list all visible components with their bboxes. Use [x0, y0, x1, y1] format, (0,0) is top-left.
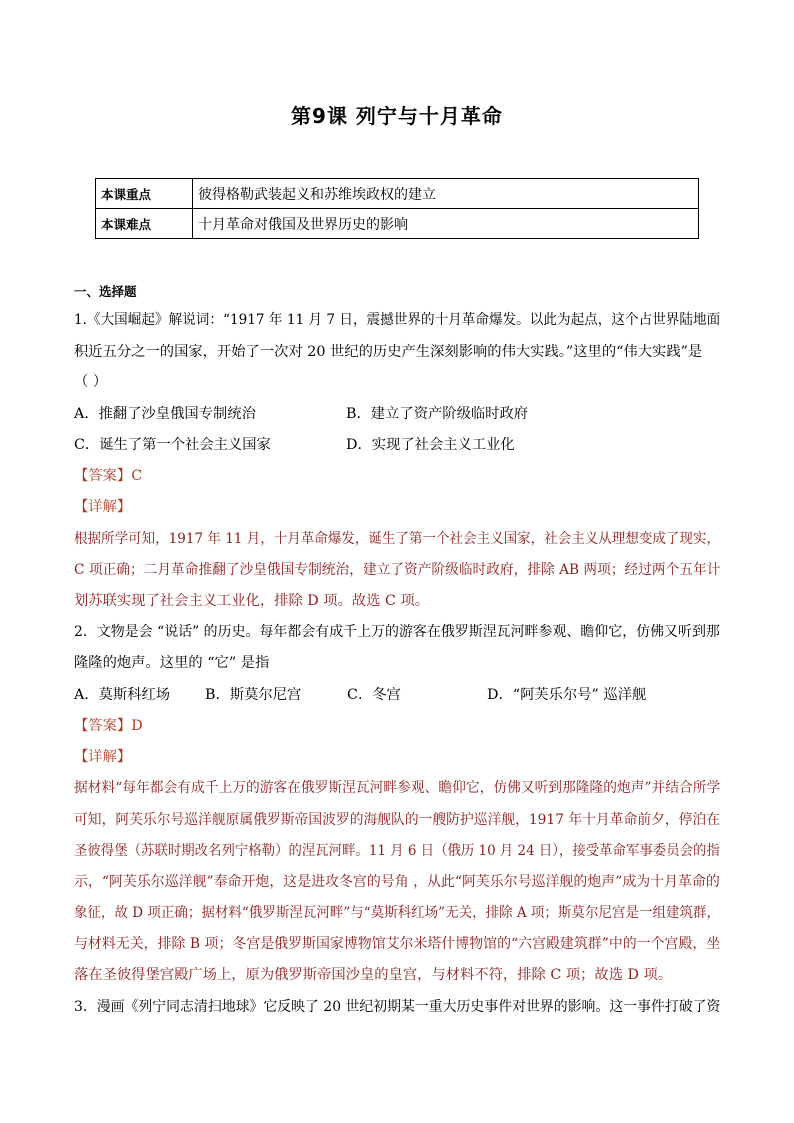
q1-detail-line-3: 划苏联实现了社会主义工业化，排除 D 项。故选 C 项。 — [74, 593, 430, 609]
q2-option-c: C．冬宫 — [347, 687, 401, 703]
q2-detail-line-6: 与材料无关，排除 B 项；冬宫是俄罗斯国家博物馆艾尔米塔什博物馆的“六宫殿建筑群”中的一个宫殿，坐 — [74, 936, 721, 952]
q1-option-b: B．建立了资产阶级临时政府 — [346, 406, 529, 422]
difficulty-key: 本课难点 — [96, 209, 193, 239]
q2-answer — [74, 716, 143, 736]
q3-line-1: 3．漫画《列宁同志清扫地球》它反映了 20 世纪初期某一重大历史事件对世界的影响。这一事件打破了资 — [74, 999, 721, 1015]
answer-label: 【答案】 — [74, 718, 132, 734]
answer-label: 【答案】 — [74, 468, 132, 484]
q2-line-1: 2．文物是会 “说话” 的历史。每年都会有成千上万的游客在俄罗斯涅瓦河畔参观、瞻仰它，仿佛又听到那 — [74, 624, 720, 640]
table-row — [96, 179, 699, 209]
q2-line-2: 隆隆的炮声。这里的 “它” 是指 — [74, 655, 270, 671]
q1-line-2: 积近五分之一的国家，开始了一次对 20 世纪的历史产生深刻影响的伟大实践。”这里的“伟大实践”是 — [74, 344, 703, 360]
q2-option-b: B．斯莫尔尼宫 — [205, 687, 302, 703]
q2-option-d: D．“阿芙乐尔号” 巡洋舰 — [487, 687, 647, 703]
focus-value: 彼得格勒武装起义和苏维埃政权的建立 — [193, 179, 699, 209]
lesson-focus-table — [95, 178, 699, 239]
q2-detail-line-7: 落在圣彼得堡宫殿广场上，原为俄罗斯帝国沙皇的皇宫，与材料不符，排除 C 项；故选 D 项。 — [74, 967, 673, 983]
q1-detail-line-1: 根据所学可知，1917 年 11 月，十月革命爆发，诞生了第一个社会主义国家，社会主义从理想变成了现实， — [74, 531, 720, 547]
q2-detail-line-4: 示，“阿芙乐尔巡洋舰”奉命开炮，这是进攻冬宫的号角 ，从此“阿芙乐尔号巡洋舰的炮声”成为十月革命的 — [74, 874, 720, 890]
q1-line-3: （ ） — [74, 374, 108, 390]
q1-option-d: D．实现了社会主义工业化 — [346, 437, 515, 453]
q1-detail-label: 【详解】 — [74, 499, 132, 515]
q1-line-1: 1.《大国崛起》解说词：“1917 年 11 月 7 日，震撼世界的十月革命爆发。以此为起点，这个占世界陆地面 — [74, 312, 721, 328]
difficulty-value: 十月革命对俄国及世界历史的影响 — [193, 209, 699, 239]
q2-detail-line-1: 据材料“每年都会有成千上万的游客在俄罗斯涅瓦河畔参观、瞻仰它，仿佛又听到那隆隆的炮声”并结合所学 — [74, 780, 721, 796]
table-row — [96, 209, 699, 239]
q2-detail-line-2: 可知，阿芙乐尔号巡洋舰原属俄罗斯帝国波罗的海舰队的一艘防护巡洋舰，1917 年十月革命前夕，停泊在 — [74, 812, 720, 828]
answer-value: D — [131, 718, 143, 734]
answer-value: C — [131, 468, 143, 484]
q2-option-a: A．莫斯科红场 — [74, 687, 171, 703]
q2-detail-line-5: 象征，故 D 项正确；据材料“俄罗斯涅瓦河畔”与“莫斯科红场”无关，排除 A 项；斯莫尔尼宫是一组建筑群， — [74, 905, 720, 921]
q1-detail-line-2: C 项正确；二月革命推翻了沙皇俄国专制统治，建立了资产阶级临时政府，排除 AB 两项；经过两个五年计 — [74, 562, 721, 578]
section-title: 一、选择题 — [74, 284, 137, 299]
page-title: 第9课 列宁与十月革命 — [291, 104, 503, 128]
q1-option-a: A．推翻了沙皇俄国专制统治 — [74, 406, 256, 422]
q2-detail-line-3: 圣彼得堡（苏联时期改名列宁格勒）的涅瓦河畔。11 月 6 日（俄历 10 月 24 日），接受革命军事委员会的指 — [74, 843, 720, 859]
q1-option-c: C．诞生了第一个社会主义国家 — [74, 437, 271, 453]
focus-key: 本课重点 — [96, 179, 193, 209]
q2-detail-label: 【详解】 — [74, 749, 132, 765]
q1-answer — [74, 466, 142, 486]
